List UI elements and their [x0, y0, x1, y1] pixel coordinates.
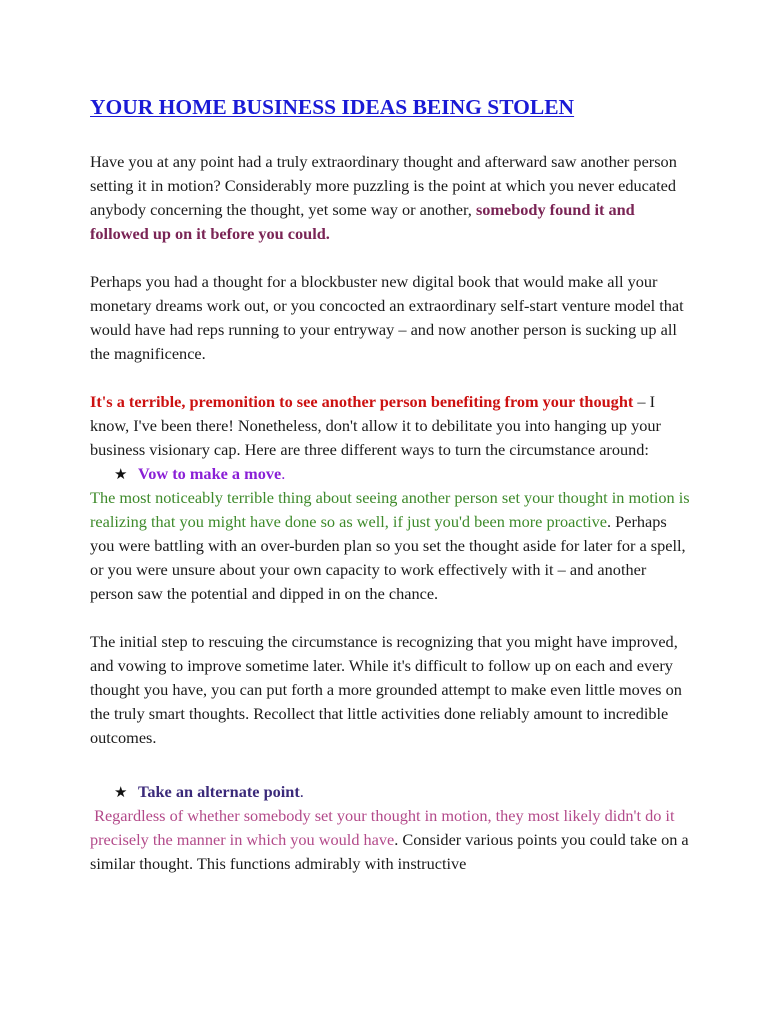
paragraph-6-highlight: Regardless of whether somebody set your thought in motion, they most likely didn't do it precisely the manner in which you would have	[90, 806, 679, 849]
paragraph-1-highlight: somebody found it and followed up on it before you could.	[90, 200, 635, 243]
paragraph-4-highlight: The most noticeably terrible thing about seeing another person set your thought in motion is realizing that you might have done so as well, if just you'd been more proactive	[90, 488, 690, 531]
paragraph-2: Perhaps you had a thought for a blockbuster new digital book that would make all your monetary dreams work out, or you concocted an extraordinary self-start venture model that would have had reps running to your entryway – and now another person is sucking up all the magnificence.	[90, 272, 684, 363]
paragraph-1	[90, 150, 690, 246]
bullet-item-1	[90, 462, 690, 486]
document-title: YOUR HOME BUSINESS IDEAS BEING STOLEN	[90, 95, 575, 119]
paragraph-3-text: – I know, I've been there! Nonetheless, don't allow it to debilitate you into hanging up your business visionary cap. Here are three different ways to turn the circumstance around:	[90, 392, 661, 459]
paragraph-3	[90, 390, 690, 462]
document-page	[90, 92, 693, 876]
paragraph-3-highlight: It's a terrible, premonition to see another person benefiting from your thought	[90, 392, 634, 411]
paragraph-6	[90, 804, 693, 876]
star-icon: ★	[114, 465, 128, 483]
bullet-2-label: Take an alternate point	[138, 782, 300, 801]
paragraph-4-text: . Perhaps you were battling with an over-burden plan so you set the thought aside for later for a spell, or you were unsure about your own capacity to work effectively with it – and another person saw the potential and dipped in on the chance.	[90, 512, 686, 603]
bullet-item-2	[90, 780, 690, 804]
paragraph-1-text: Have you at any point had a truly extraordinary thought and afterward saw another person setting it in motion? Considerably more puzzling is the point at which you never educated anybody concerning the thought, yet some way or another,	[90, 152, 677, 219]
bullet-1-label: Vow to make a move	[138, 464, 282, 483]
bullet-1-period: .	[281, 464, 286, 483]
paragraph-4	[90, 486, 690, 606]
paragraph-6-text: . Consider various points you could take on a similar thought. This functions admirably with instructive	[90, 830, 693, 873]
paragraph-5: The initial step to rescuing the circumstance is recognizing that you might have improved, and vowing to improve sometime later. While it's difficult to follow up on each and every thought you have, you can put forth a more grounded attempt to make even little moves on the truly smart thoughts. Recollect that little activities done reliably amount to incredible outcomes.	[90, 632, 682, 747]
bullet-2-period: .	[299, 782, 304, 801]
star-icon: ★	[114, 783, 128, 801]
